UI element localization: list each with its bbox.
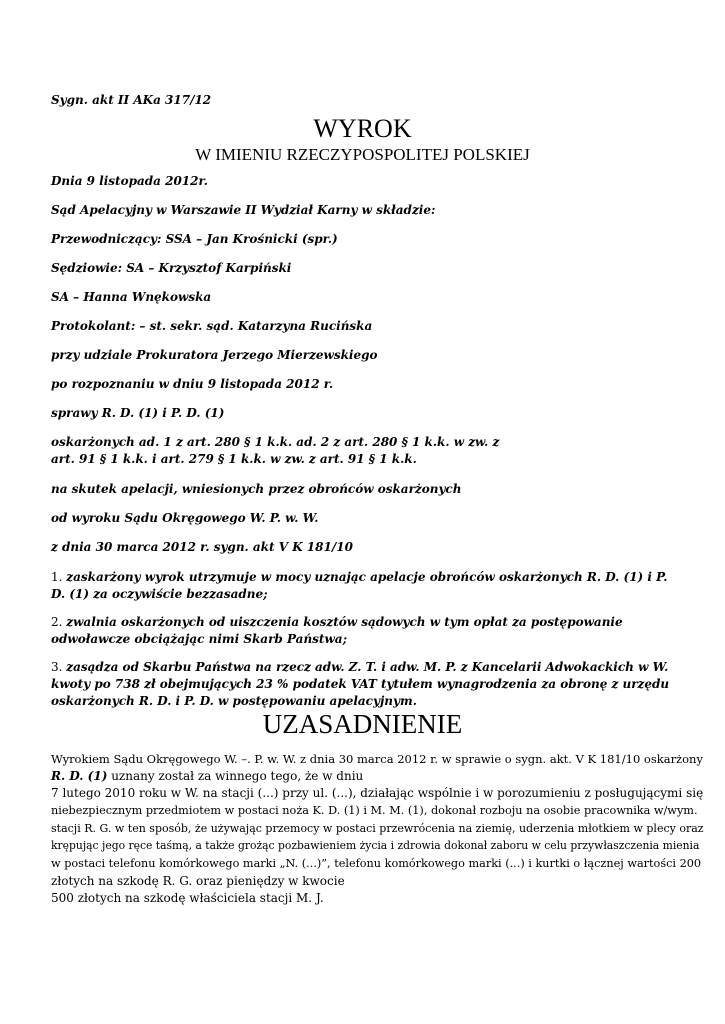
justification-line-3: 7 lutego 2010 roku w W. na stacji (...) przy ul. (...), działając wspólnie i w porozumieniu z posługującymi się — [51, 786, 704, 800]
justification-heading: UZASADNIENIE — [262, 709, 463, 739]
justification-line-1: Wyrokiem Sądu Okręgowego W. –. P. w. W. z dnia 30 marca 2012 r. w sprawie o sygn. akt. V K 181/10 oskarżony — [51, 752, 703, 766]
ruling-point-1 — [51, 569, 681, 603]
appealed-judgment-date: z dnia 30 marca 2012 r. sygn. akt V K 181/10 — [51, 540, 353, 554]
ruling-text: zaskarżony wyrok utrzymuje w mocy uznając apelacje obrońców oskarżonych R. D. (1) i P. D. (1) za oczywiście bezzasadne; — [51, 570, 668, 601]
justification-line-4: niebezpiecznym przedmiotem w postaci noża K. D. (1) i M. M. (1), dokonał rozboju na osobie pracownika w/wym. — [51, 804, 698, 817]
justification-line-5: stacji R. G. w ten sposób, że używając przemocy w postaci przewrócenia na ziemię, uderzenia młotkiem w plecy oraz — [51, 822, 704, 835]
hearing-date: po rozpoznaniu w dniu 9 listopada 2012 r. — [51, 377, 334, 391]
prosecutor: przy udziale Prokuratora Jerzego Mierzewskiego — [51, 348, 378, 362]
justification-line-2-rest: uznany został za winnego tego, że w dniu — [107, 769, 364, 783]
case-reference: Sygn. akt II AKa 317/12 — [51, 93, 212, 107]
accused-name: R. D. (1) — [51, 769, 108, 783]
justification-line-6: krępując jego ręce taśmą, a także grożąc pozbawieniem życia i zdrowia dokonał zaboru w celu przywłaszczenia mienia — [51, 839, 700, 852]
justification-line-9: 500 złotych na szkodę właściciela stacji M. J. — [51, 891, 324, 905]
case-parties: sprawy R. D. (1) i P. D. (1) — [51, 406, 225, 420]
appealed-judgment: od wyroku Sądu Okręgowego W. P. w. W. — [51, 511, 319, 525]
ruling-number: 2. — [51, 615, 63, 629]
appeal-basis: na skutek apelacji, wniesionych przez obrońców oskarżonych — [51, 482, 462, 496]
charges-line-2: art. 91 § 1 k.k. i art. 279 § 1 k.k. w zw. z art. 91 § 1 k.k. — [51, 452, 417, 466]
court-clerk: Protokolant: – st. sekr. sąd. Katarzyna Rucińska — [51, 319, 373, 333]
justification-line-2 — [51, 769, 363, 783]
ruling-point-3 — [51, 659, 681, 710]
document-subtitle: W IMIENIU RZECZYPOSPOLITEJ POLSKIEJ — [195, 145, 530, 164]
court-composition: Sąd Apelacyjny w Warszawie II Wydział Karny w składzie: — [51, 203, 436, 217]
judges: Sędziowie: SA – Krzysztof Karpiński — [51, 261, 292, 275]
document-title: WYROK — [313, 114, 412, 143]
judgment-date: Dnia 9 listopada 2012r. — [51, 174, 208, 188]
justification-line-8: złotych na szkodę R. G. oraz pieniędzy w kwocie — [51, 874, 345, 888]
ruling-text: zwalnia oskarżonych od uiszczenia kosztów sądowych w tym opłat za postępowanie odwoławcze obciążając nimi Skarb Państwa; — [51, 615, 623, 646]
judge-second: SA – Hanna Wnękowska — [51, 290, 212, 304]
ruling-number: 3. — [51, 660, 63, 674]
charges-line-1: oskarżonych ad. 1 z art. 280 § 1 k.k. ad. 2 z art. 280 § 1 k.k. w zw. z — [51, 435, 500, 449]
ruling-number: 1. — [51, 570, 63, 584]
justification-line-7: w postaci telefonu komórkowego marki „N. (...)”, telefonu komórkowego marki (...) i kurtki o łącznej wartości 200 — [51, 857, 702, 870]
ruling-text: zasądza od Skarbu Państwa na rzecz adw. Z. T. i adw. M. P. z Kancelarii Adwokackich w W. kwoty po 738 zł obejmujących 23 % podatek VAT tytułem wynagrodzenia za obronę z urzędu oskarżonych R. D. i P. D. w postępowaniu apelacyjnym. — [51, 660, 670, 708]
presiding-judge: Przewodniczący: SSA – Jan Krośnicki (spr.) — [51, 232, 338, 246]
ruling-point-2 — [51, 614, 681, 648]
